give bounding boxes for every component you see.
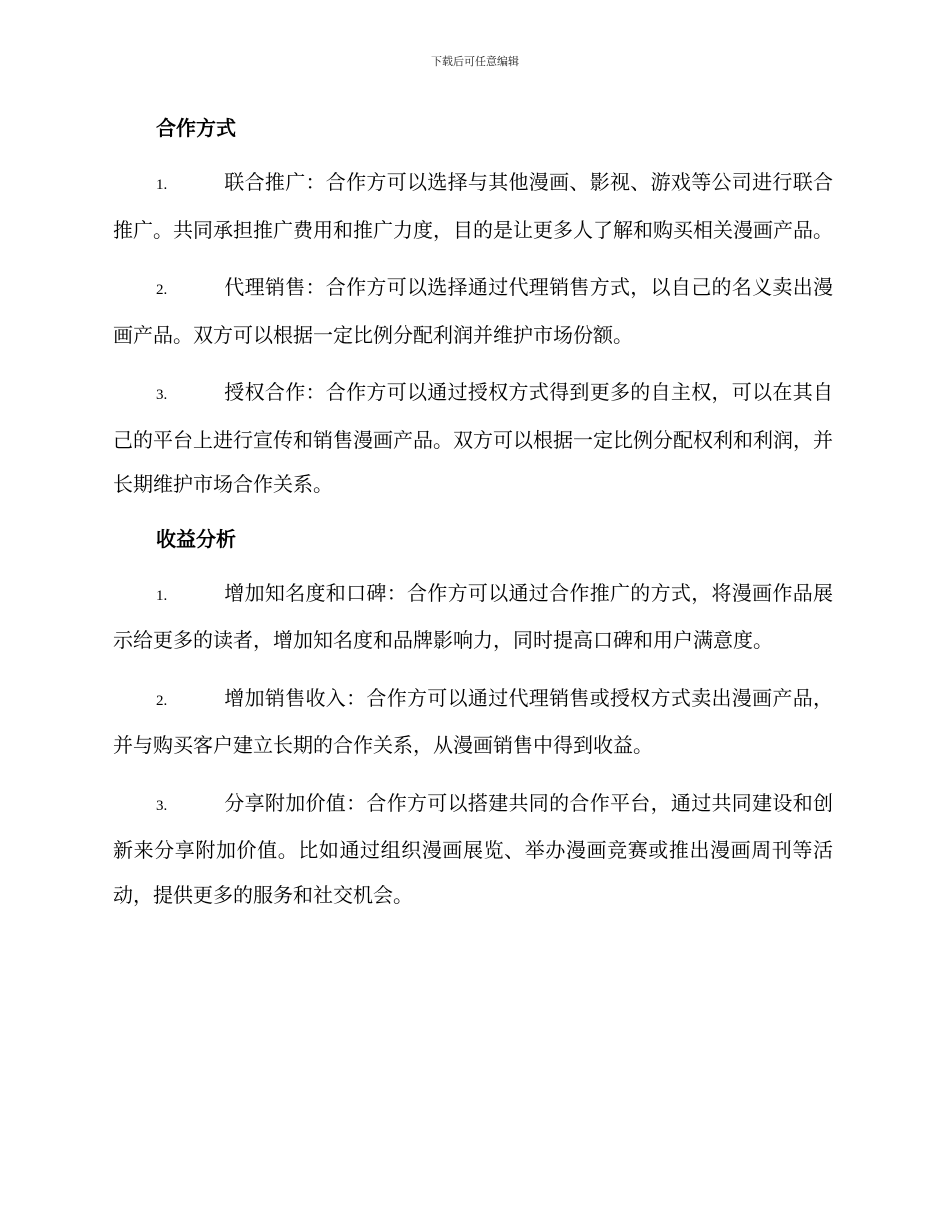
list-item-text: 分享附加价值：合作方可以搭建共同的合作平台，通过共同建设和创新来分享附加价值。比如通过组织漫画展览、举办漫画竞赛或推出漫画周刊等活动，提供更多的服务和社交机会。 (113, 790, 833, 907)
list-item (113, 571, 833, 663)
document-body (113, 110, 833, 917)
section-heading-revenue: 收益分析 (156, 526, 236, 551)
list-item-number: 1. (156, 177, 168, 193)
list-item (113, 781, 833, 918)
page-header: 下载后可任意编辑 (431, 55, 519, 68)
list-item (113, 676, 833, 768)
list-item-number: 1. (156, 587, 168, 604)
list-item-text: 增加知名度和口碑：合作方可以通过合作推广的方式，将漫画作品展示给更多的读者，增加知名度和品牌影响力，同时提高口碑和用户满意度。 (113, 580, 833, 652)
section-heading-cooperation: 合作方式 (156, 116, 236, 140)
list-item (113, 370, 833, 507)
list-item-number: 2. (156, 282, 168, 298)
list-item (113, 160, 833, 252)
list-item-text: 代理销售：合作方可以选择通过代理销售方式，以自己的名义卖出漫画产品。双方可以根据一定比例分配利润并维护市场份额。 (113, 275, 833, 347)
list-item-text: 增加销售收入：合作方可以通过代理销售或授权方式卖出漫画产品，并与购买客户建立长期的合作关系，从漫画销售中得到收益。 (113, 685, 833, 757)
list-item-number: 3. (156, 387, 168, 403)
list-item-text: 授权合作：合作方可以通过授权方式得到更多的自主权，可以在其自己的平台上进行宣传和销售漫画产品。双方可以根据一定比例分配权利和利润，并长期维护市场合作关系。 (113, 380, 833, 496)
list-item (113, 265, 833, 357)
list-item-number: 3. (156, 797, 168, 814)
list-item-text: 联合推广：合作方可以选择与其他漫画、影视、游戏等公司进行联合推广。共同承担推广费用和推广力度，目的是让更多人了解和购买相关漫画产品。 (113, 170, 833, 242)
list-item-number: 2. (156, 692, 168, 709)
